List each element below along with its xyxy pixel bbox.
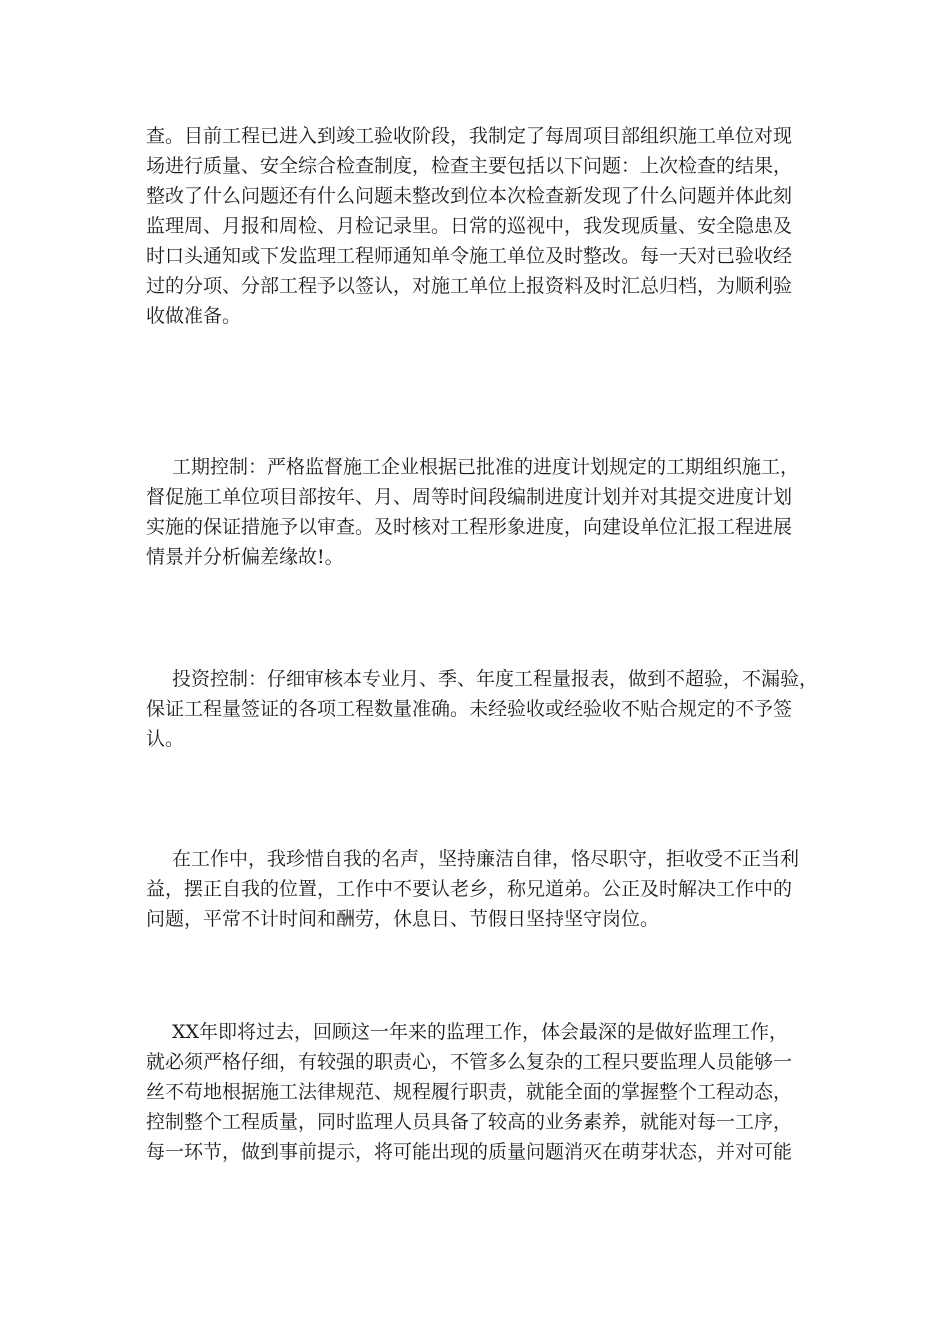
text-line: 保证工程量签证的各项工程数量准确。未经验收或经验收不贴合规定的不予签 <box>146 698 793 720</box>
paragraph-integrity <box>146 844 826 934</box>
text-line: 督促施工单位项目部按年、月、周等时间段编制进度计划并对其提交进度计划 <box>146 486 793 508</box>
text-line: 投资控制：仔细审核本专业月、季、年度工程量报表，做到不超验，不漏验， <box>172 668 819 690</box>
paragraph-year-review <box>146 1017 826 1167</box>
text-line: 丝不苟地根据施工法律规范、规程履行职责，就能全面的掌握整个工程动态， <box>146 1081 793 1103</box>
text-line: 监理周、月报和周检、月检记录里。日常的巡视中，我发现质量、安全隐患及 <box>146 215 793 237</box>
text-line: 过的分项、分部工程予以签认，对施工单位上报资料及时汇总归档，为顺利验 <box>146 275 793 297</box>
text-line: 益，摆正自我的位置，工作中不要认老乡，称兄道弟。公正及时解决工作中的 <box>146 878 793 900</box>
text-line: 工期控制：严格监督施工企业根据已批准的进度计划规定的工期组织施工， <box>172 456 800 478</box>
text-line: 问题，平常不计时间和酬劳，休息日、节假日坚持坚守岗位。 <box>146 908 660 930</box>
text-line: 时口头通知或下发监理工程师通知单令施工单位及时整改。每一天对已验收经 <box>146 245 793 267</box>
text-line: 收做准备。 <box>146 305 242 327</box>
text-line: 控制整个工程质量，同时监理人员具备了较高的业务素养，就能对每一工序， <box>146 1111 793 1133</box>
text-line: XX年即将过去，回顾这一年来的监理工作，体会最深的是做好监理工作， <box>172 1021 789 1043</box>
text-line: 在工作中，我珍惜自我的名声，坚持廉洁自律，恪尽职守，拒收受不正当利 <box>172 848 800 870</box>
text-line: 整改了什么问题还有什么问题未整改到位本次检查新发现了什么问题并体此刻 <box>146 185 793 207</box>
text-line: 就必须严格仔细，有较强的职责心，不管多么复杂的工程只要监理人员能够一 <box>146 1051 793 1073</box>
paragraph-schedule-control <box>146 452 826 572</box>
text-line: 查。目前工程已进入到竣工验收阶段，我制定了每周项目部组织施工单位对现 <box>146 125 793 147</box>
paragraph-investment-control <box>146 664 826 754</box>
text-line: 实施的保证措施予以审查。及时核对工程形象进度，向建设单位汇报工程进展 <box>146 516 793 538</box>
text-line: 每一环节，做到事前提示，将可能出现的质量问题消灭在萌芽状态，并对可能 <box>146 1141 793 1163</box>
text-line: 情景并分析偏差缘故!。 <box>146 546 344 568</box>
text-line: 场进行质量、安全综合检查制度，检查主要包括以下问题：上次检查的结果， <box>146 155 793 177</box>
paragraph-inspection <box>146 121 826 331</box>
text-line: 认。 <box>146 728 185 750</box>
